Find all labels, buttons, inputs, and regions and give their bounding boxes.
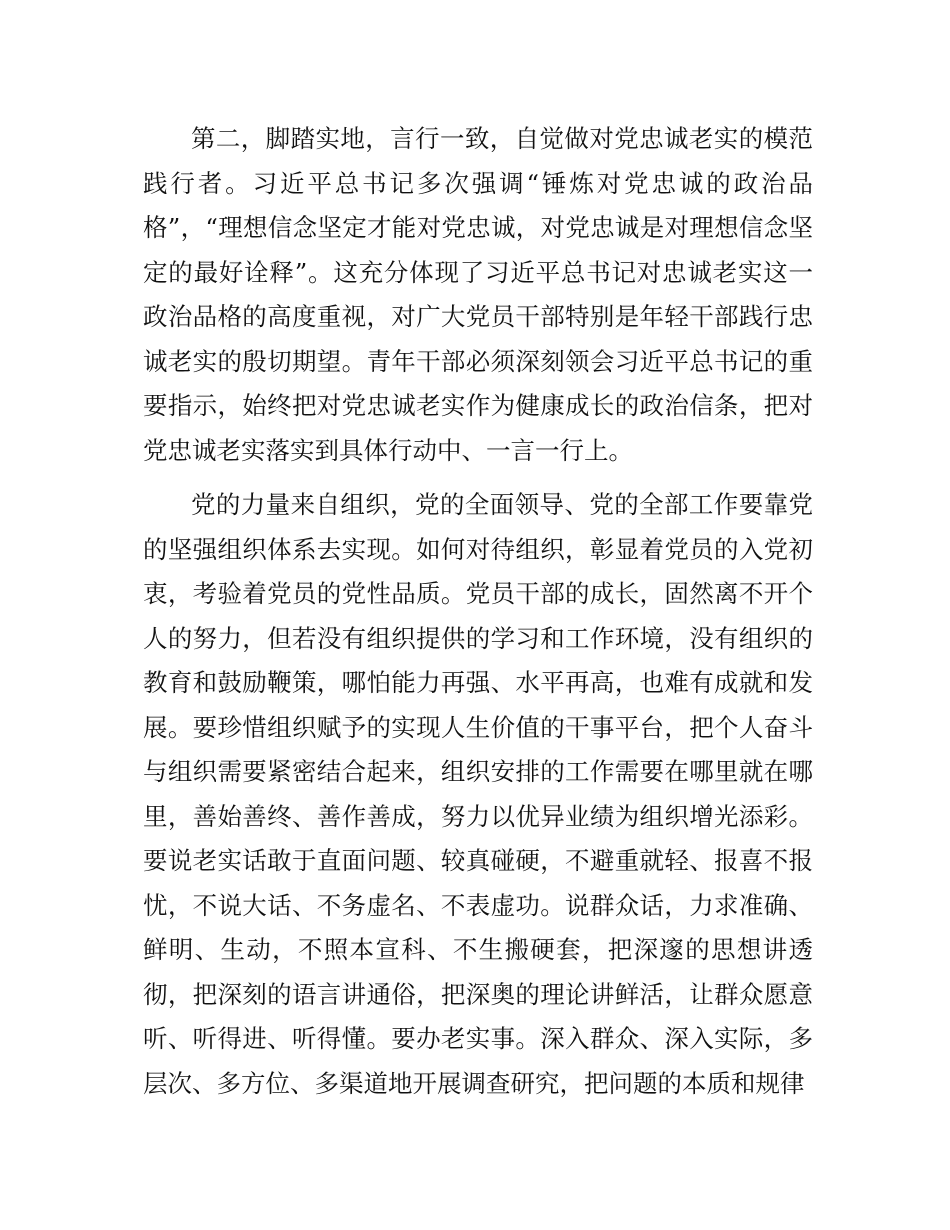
paragraph-loyalty-practice: 第二，脚踏实地，言行一致，自觉做对党忠诚老实的模范践行者。习近平总书记多次强调“锤炼对党忠诚的政治品格”，“理想信念坚定才能对党忠诚，对党忠诚是对理想信念坚定的最好诠释”。这充分体现了习近平总书记对忠诚老实这一政治品格的高度重视，对广大党员干部特别是年轻干部践行忠诚老实的殷切期望。青年干部必须深刻领会习近平总书记的重要指示，始终把对党忠诚老实作为健康成长的政治信条，把对党忠诚老实落实到具体行动中、一言一行上。 xyxy=(143,124,813,465)
document-body xyxy=(143,117,813,1116)
paragraph-party-organization: 党的力量来自组织，党的全面领导、党的全部工作要靠党的坚强组织体系去实现。如何对待组织，彰显着党员的入党初衷，考验着党员的党性品质。党员干部的成长，固然离不开个人的努力，但若没有组织提供的学习和工作环境，没有组织的教育和鼓励鞭策，哪怕能力再强、水平再高，也难有成就和发展。要珍惜组织赋予的实现人生价值的干事平台，把个人奋斗与组织需要紧密结合起来，组织安排的工作需要在哪里就在哪里，善始善终、善作善成，努力以优异业绩为组织增光添彩。要说老实话敢于直面问题、较真碰硬，不避重就轻、报喜不报忧，不说大话、不务虚名、不表虚功。说群众话，力求准确、鲜明、生动，不照本宣科、不生搬硬套，把深邃的思想讲透彻，把深刻的语言讲通俗，把深奥的理论讲鲜活，让群众愿意听、听得进、听得懂。要办老实事。深入群众、深入实际，多层次、多方位、多渠道地开展调查研究，把问题的本质和规律 xyxy=(143,490,813,1098)
